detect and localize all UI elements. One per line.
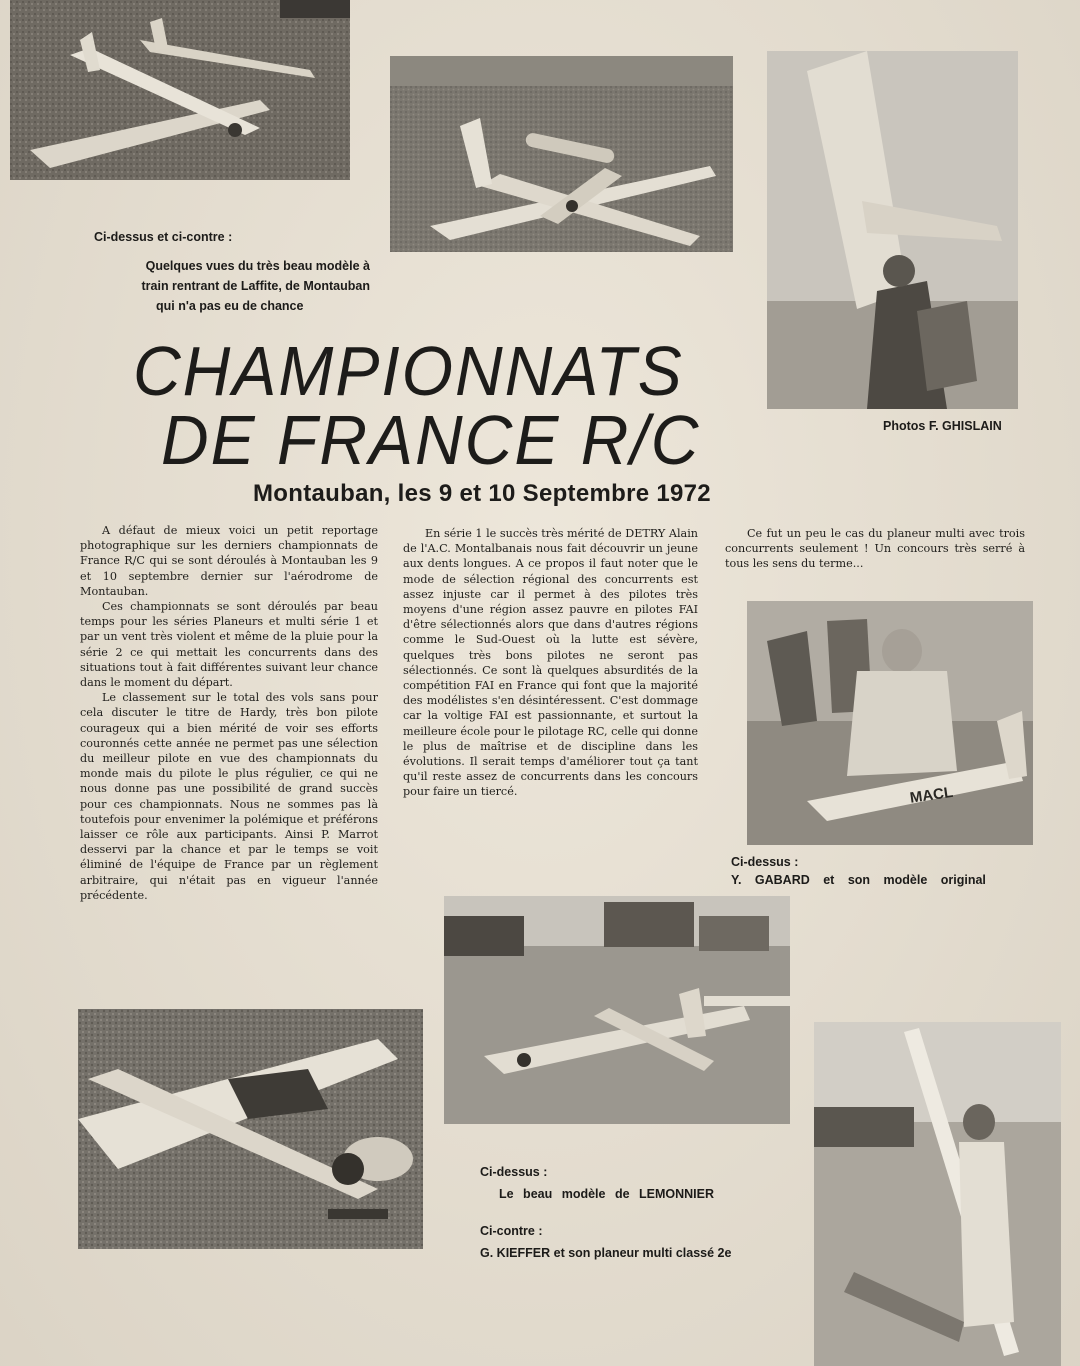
page-title-line1: CHAMPIONNATS xyxy=(133,332,684,410)
article-col2-para1: En série 1 le succès très mérité de DETRY Alain de l'A.C. Montalbanais nous fait découvrir un jeune aux dents longues. A ce propos il faut noter que le mode de sélection régional des concurrents est assez injuste car il permet à des pilotes très moyens d'une région assez pauvre en pilotes FAI d'être sélectionnés alors que dans d'autres régions comme le Sud-Ouest où la lutte est sévère, quelques très bons pilotes ne seront pas sélectionnés. Ce sont là quelques absurdités de la compétition FAI en France qui font que la majorité des modélistes s'en désintéressent. C'est dommage car la voltige FAI est passionnante, et surtout la meilleure école pour le pilotage RC, celle qui donne le plus de maîtrise et de discipline dans les évolutions. Il serait temps d'améliorer tout ça tant qu'il reste assez de concurrents dans les concours pour faire un tiercé. xyxy=(403,527,698,799)
caption-bottom-text1: Le beau modèle de LEMONNIER xyxy=(499,1187,715,1201)
photo-credit: Photos F. GHISLAIN xyxy=(883,419,1002,433)
article-col3-para1: Ce fut un peu le cas du planeur multi avec trois concurrents seulement ! Un concours très serré à tous les sens du terme... xyxy=(725,527,1025,571)
photo-gabard-model xyxy=(747,601,1033,845)
caption-bottom-heading2: Ci-contre : xyxy=(480,1224,543,1238)
page-title-line2: DE FRANCE R/C xyxy=(161,401,701,479)
article-column-1 xyxy=(80,523,378,903)
page-subtitle: Montauban, les 9 et 10 Septembre 1972 xyxy=(253,480,711,507)
caption-bottom-text2: G. KIEFFER et son planeur multi classé 2e xyxy=(480,1246,732,1260)
caption-gabard-text: Y. GABARD et son modèle original xyxy=(731,873,986,887)
photo-kieffer-glider xyxy=(814,1022,1061,1366)
caption-top-line1: Quelques vues du très beau modèle à xyxy=(145,259,370,273)
article-col1-para2: Ces championnats se sont déroulés par beau temps pour les séries Planeurs et multi série 1 et par un vent très violent et même de la pluie pour la série 2 ce qui mettait les concurrents dans des situations tout à fait différentes suivant leur chance dans le moment du départ. xyxy=(80,600,378,690)
plane-marking-macl: MACL xyxy=(908,783,955,807)
article-col1-para3: Le classement sur le total des vols sans pour cela discuter le titre de Hardy, très bon pilote courageux qui a bien mérité de voir ses efforts couronnés cette année ne permet pas une sélection du meilleur pilote en vue des championnats du monde mais du pilote le plus régulier, ce qui ne nous donne pas une possibilité de grand succès pour ces championnats. Nous ne sommes pas là toutefois pour envenimer la polémique et préférons laisser ce rôle aux participants. Ainsi P. Marrot desservi par la chance et par le temps se voit éliminé de l'équipe de France par un règlement arbitraire, qui n'était pas en vigueur l'année précédente. xyxy=(80,691,378,902)
article-column-3 xyxy=(725,526,1025,572)
article-column-2 xyxy=(403,526,698,800)
caption-top xyxy=(94,227,370,316)
caption-gabard xyxy=(731,853,1021,889)
caption-top-line3: qui n'a pas eu de chance xyxy=(156,299,304,313)
photo-lemonnier-model-field xyxy=(444,896,790,1124)
photo-man-holding-plane xyxy=(767,51,1018,409)
photo-laffite-model-grass xyxy=(390,56,733,252)
caption-bottom xyxy=(480,1163,800,1263)
photo-laffite-models-pair xyxy=(10,0,350,180)
caption-gabard-heading: Ci-dessus : xyxy=(731,855,799,869)
caption-bottom-heading1: Ci-dessus : xyxy=(480,1165,548,1179)
caption-top-heading: Ci-dessus et ci-contre : xyxy=(94,230,233,244)
article-col1-para1: A défaut de mieux voici un petit reportage photographique sur les derniers championnats de France R/C qui se sont déroulés à Montauban les 9 et 10 septembre dernier sur l'aérodrome de Montauban. xyxy=(80,524,378,598)
photo-lemonnier-model-closeup xyxy=(78,1009,423,1249)
caption-top-line2: train rentrant de Laffite, de Montauban xyxy=(141,279,370,293)
